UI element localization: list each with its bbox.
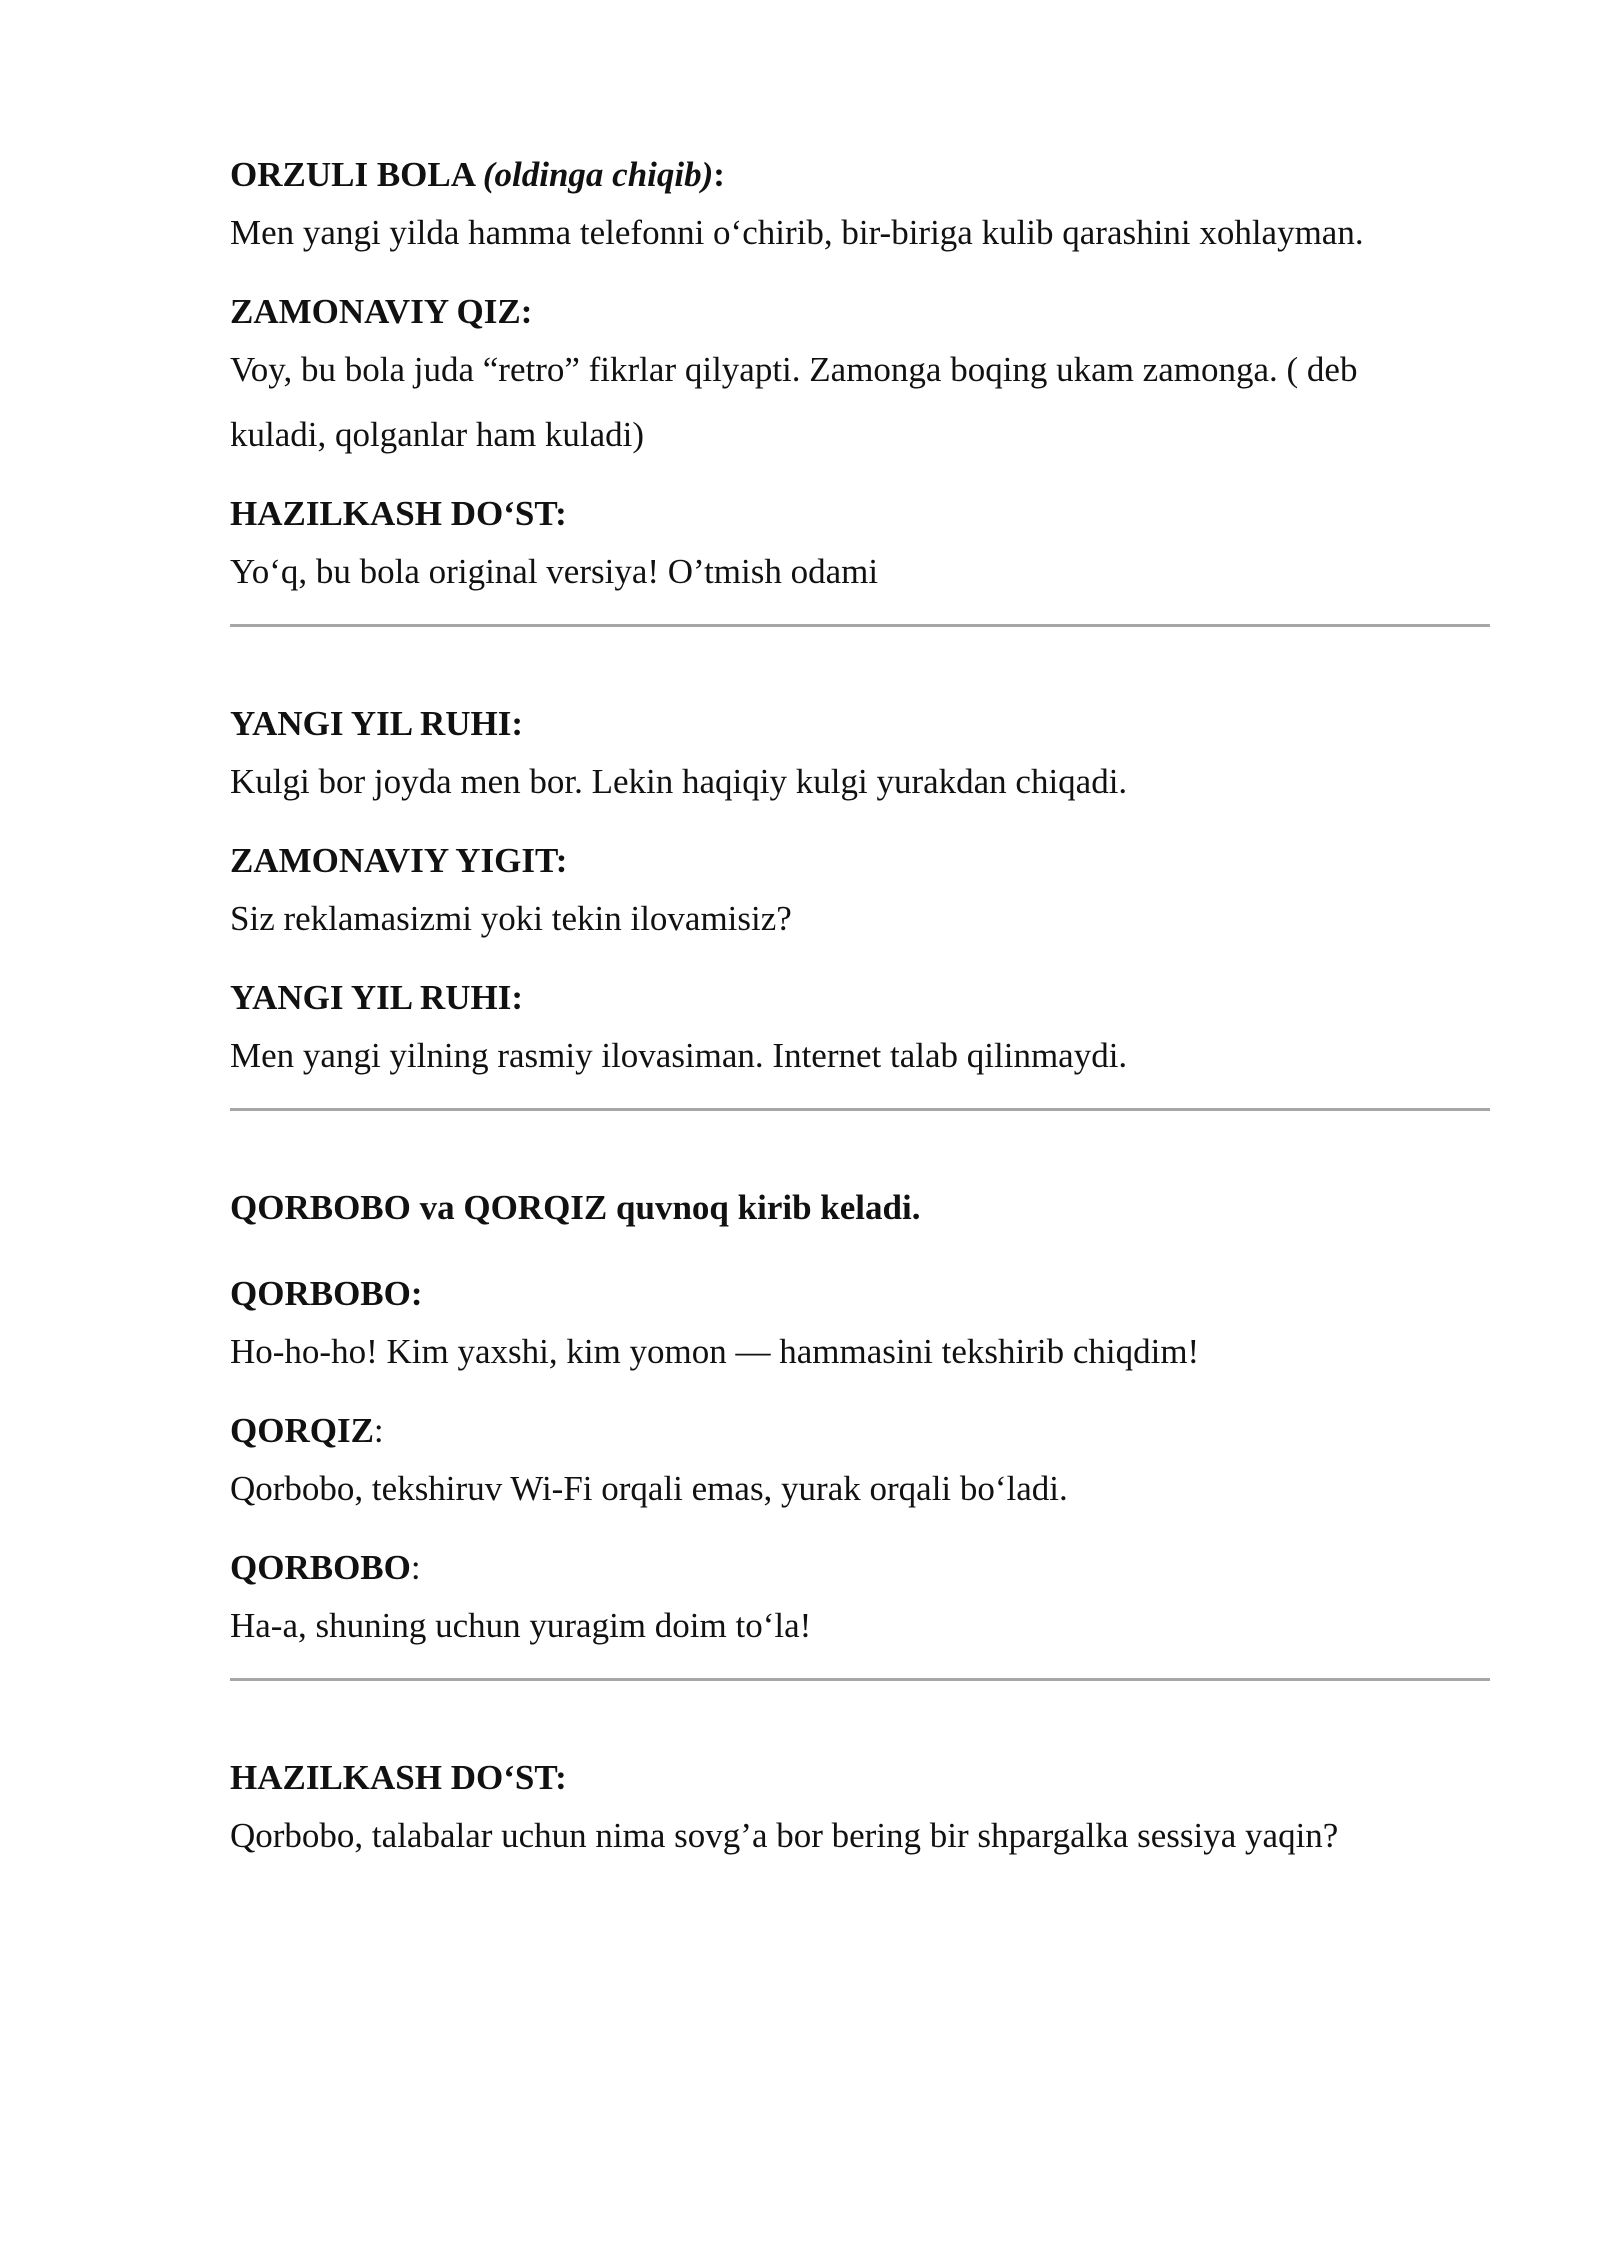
dialogue-line: Yo‘q, bu bola original versiya! O’tmish odami (230, 552, 879, 591)
speaker-name: HAZILKASH DO‘ST: (230, 1758, 567, 1797)
stage-direction: QORBOBO va QORQIZ quvnoq kirib keladi. (230, 1188, 921, 1227)
dialogue-line: Siz reklamasizmi yoki tekin ilovamisiz? (230, 899, 792, 938)
dialogue-line: Men yangi yilda hamma telefonni o‘chirib, bir-biriga kulib qarashini xohlayman. (230, 213, 1364, 252)
speaker-name: YANGI YIL RUHI: (230, 704, 524, 743)
speaker-name: QORBOBO: (230, 1548, 421, 1587)
dialogue-line: Ha-a, shuning uchun yuragim doim to‘la! (230, 1606, 812, 1645)
speaker-name: QORQIZ: (230, 1411, 384, 1450)
dialogue-line: Kulgi bor joyda men bor. Lekin haqiqiy kulgi yurakdan chiqadi. (230, 762, 1128, 801)
dialogue-line: Qorbobo, tekshiruv Wi-Fi orqali emas, yurak orqali bo‘ladi. (230, 1469, 1068, 1508)
document-page (230, 150, 1490, 1868)
dialogue-line-continued: kuladi, qolganlar ham kuladi) (230, 415, 645, 454)
dialogue-line: Ho-ho-ho! Kim yaxshi, kim yomon — hammasini tekshirib chiqdim! (230, 1332, 1200, 1371)
dialogue-line: Men yangi yilning rasmiy ilovasiman. Internet talab qilinmaydi. (230, 1036, 1128, 1075)
speaker-name: ZAMONAVIY QIZ: (230, 292, 533, 331)
speaker-name: ORZULI BOLA (oldinga chiqib): (230, 155, 725, 194)
dialogue-line: Voy, bu bola juda “retro” fikrlar qilyapti. Zamonga boqing ukam zamonga. ( deb (230, 350, 1358, 389)
speaker-name: QORBOBO: (230, 1274, 423, 1313)
speaker-name: ZAMONAVIY YIGIT: (230, 841, 568, 880)
stage-note: (oldinga chiqib) (482, 155, 714, 194)
speaker-name: HAZILKASH DO‘ST: (230, 494, 567, 533)
dialogue-line: Qorbobo, talabalar uchun nima sovg’a bor bering bir shpargalka sessiya yaqin? (230, 1816, 1339, 1855)
speaker-name: YANGI YIL RUHI: (230, 978, 524, 1017)
